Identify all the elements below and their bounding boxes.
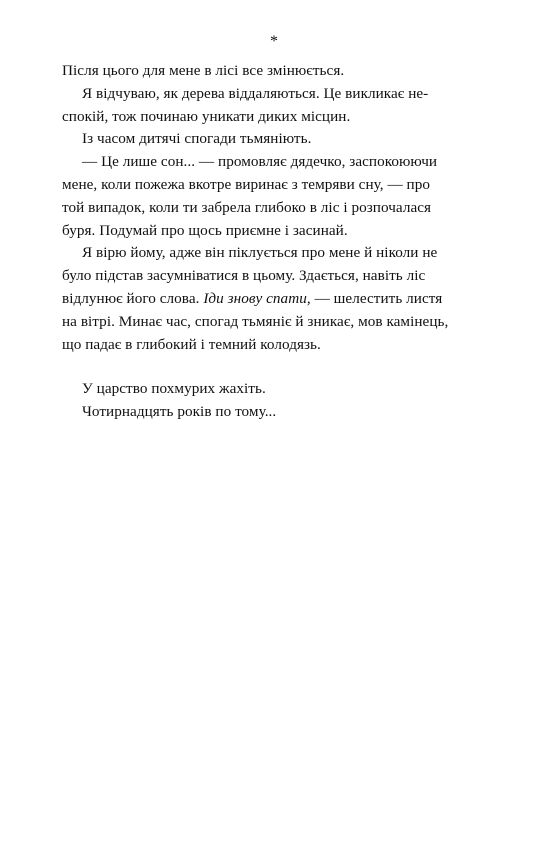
- closing-line: У царство похмурих жахіть.: [82, 380, 266, 398]
- text-line: мене, коли пожежа вкотре виринає з темряви сну, — про: [62, 175, 430, 193]
- closing-line: Чотирнадцять років по тому...: [82, 403, 277, 421]
- section-break-asterisk: *: [270, 33, 278, 50]
- paragraph-gap: [62, 356, 502, 378]
- body-text: [62, 60, 502, 424]
- text-line: — Це лише сон... — промовляє дядечко, заспокоюючи: [82, 153, 438, 171]
- text-line: що падає в глибокий і темний колодязь.: [62, 335, 321, 353]
- text-line: Я вірю йому, адже він піклується про мене й ніколи не: [82, 244, 438, 262]
- text-line: на вітрі. Минає час, спогад тьмяніє й зникає, мов камінець,: [62, 312, 449, 330]
- text-line: буря. Подумай про щось приємне і засинай.: [62, 221, 348, 239]
- italic-phrase: Іди знову спати: [203, 289, 307, 307]
- text-line: Після цього для мене в лісі все змінюється.: [62, 62, 345, 79]
- text-line-with-italic: [62, 288, 502, 311]
- text-line: було підстав засумніватися в цьому. Здається, навіть ліс: [62, 267, 426, 285]
- text-segment: , — шелестить листя: [306, 289, 443, 307]
- text-segment: відлунює його слова.: [62, 289, 204, 307]
- text-line: той випадок, коли ти забрела глибоко в ліс і розпочалася: [62, 198, 432, 216]
- text-line: спокій, тож починаю уникати диких місцин.: [62, 107, 351, 125]
- text-line: Із часом дитячі спогади тьмяніють.: [82, 130, 312, 148]
- text-line: Я відчуваю, як дерева віддаляються. Це викликає не-: [82, 84, 429, 102]
